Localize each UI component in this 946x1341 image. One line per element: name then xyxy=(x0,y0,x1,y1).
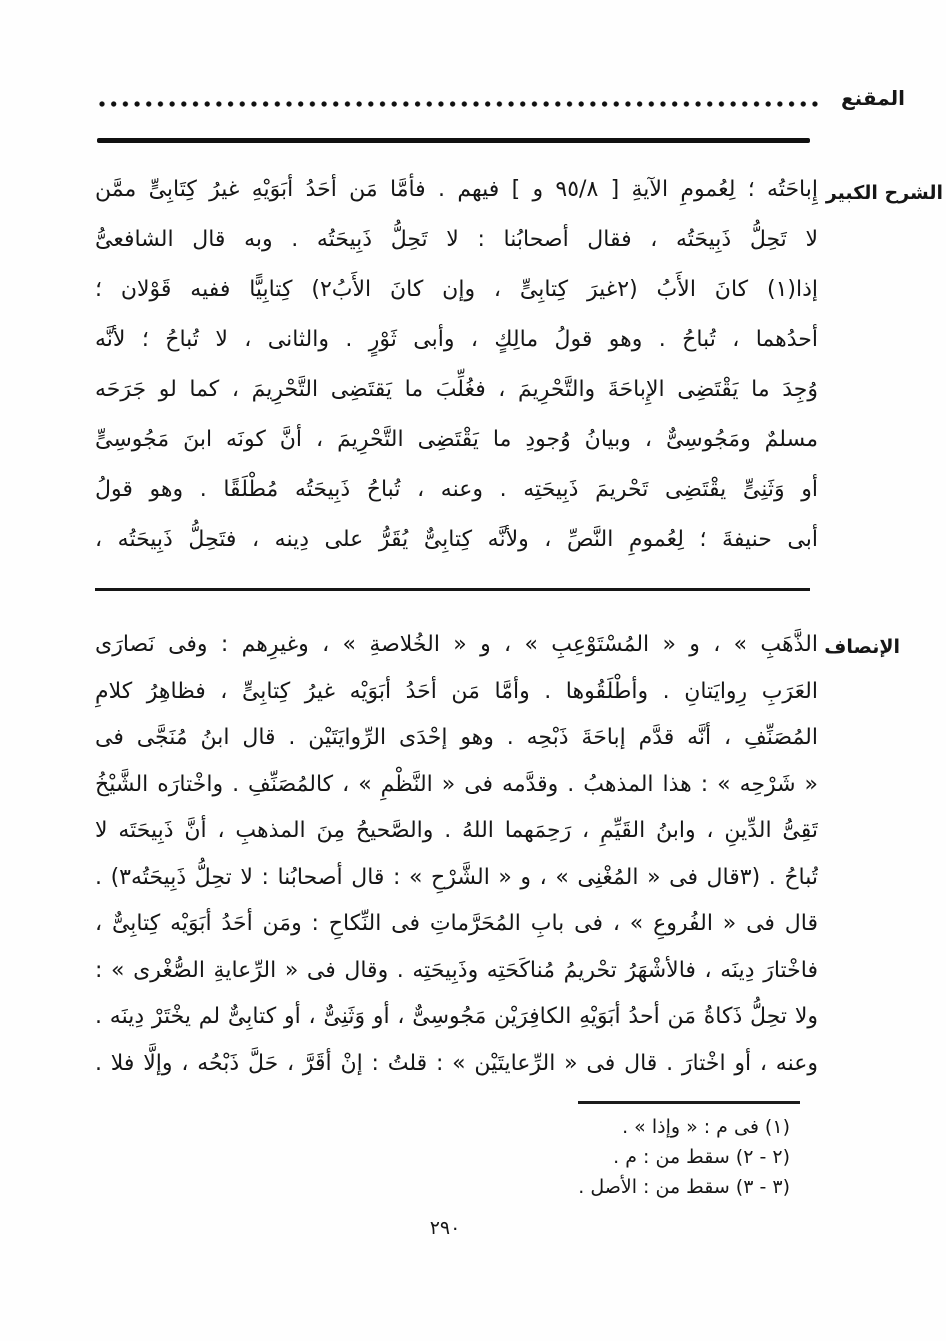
text-line: أبى حنيفةَ ؛ لِعُمومِ النَّصِّ ، ولأنَّه كِتابِىٌّ يُقَرُّ على دِينه ، فتَحِلُّ ذَبِيحَتُه ، xyxy=(95,527,818,552)
margin-label-sharh-kabir: الشرح الكبير xyxy=(825,182,943,204)
text-line: وعنه ، أو اخْتارَ . قال فى « الرِّعايتَيْن » : قلتُ : إنْ أقَرَّ ، حَلَّ ذَبْحُه ، وإلَّا فلا . xyxy=(95,1050,818,1076)
footnotes-block xyxy=(578,1112,790,1202)
text-line: لا تَحِلُّ ذَبِيحَتُه ، فقال أصحابُنا : لا تَحِلُّ ذَبِيحَتُه . وبه قال الشافعىُّ xyxy=(95,227,818,252)
text-line: ولا تحِلُّ ذَكاةُ مَن أحدُ أبَوَيْهِ الكافِرَيْن مَجُوسِىٌّ ، أو وَثَنِىٌّ ، أو كتابِىٌّ لم يخْتَرْ دِينَه . xyxy=(95,1004,818,1029)
footnote: (٢ - ٢) سقط من : م . xyxy=(613,1146,790,1168)
margin-label-muqni: المقنع xyxy=(841,86,905,110)
footnote: (٣ - ٣) سقط من : الأصل . xyxy=(578,1176,790,1198)
text-line: العَرَبِ رِوايَتانِ . وأطْلَقُوها . وأمَّا مَن أحَدُ أبَوَيْه غيرُ كِتابِىٍّ ، فظاهِرُ كلامِ xyxy=(95,678,818,704)
text-line: قال فى « الفُروعِ » ، فى بابِ المُحَرَّماتِ فى النِّكاحِ : ومَن أحَدُ أبَوَيْه كِتابِىٌّ ، xyxy=(95,911,818,936)
text-line: وُجِدَ ما يَقْتَضِى الإِباحَةَ والتَّحْرِيمَ ، فغُلِّبَ ما يَقتَضِى التَّحْرِيمَ ، كما لو جَرَحَه xyxy=(95,377,818,402)
header-rule xyxy=(97,138,810,143)
margin-label-insaf: الإنصاف xyxy=(824,636,900,658)
text-line: أحدُهما ، تُباحُ . وهو قولُ مالِكٍ ، وأبى ثَوْرٍ . والثانى ، لا تُباحُ ؛ لأنَّه xyxy=(95,327,818,352)
footnote: (١) فى م : « وإذا » . xyxy=(622,1116,790,1138)
text-line: إِباحَتُه ؛ لِعُمومِ الآيةِ [ ٩٥/٨ و ] فيهم . فأمَّا مَن أحَدُ أبَوَيْهِ غيرُ كِتَابِىٍّ ممَّن xyxy=(95,177,818,202)
text-line: تَقِىُّ الدِّينِ ، وابنُ القَيِّمِ ، رَحِمَهما اللهُ . والصَّحيحُ مِنَ المذهبِ ، أنَّ ذَبِيحَتَه لا xyxy=(95,818,818,843)
text-line: إذا(١) كانَ الأَبُ (٢غيرَ كِتابِىٍّ ، وإن كانَ الأَبُ٢) كِتابِيًّا ففيه قَوْلان ؛ xyxy=(95,277,818,302)
dotted-leader-line xyxy=(97,98,818,110)
text-line: المُصَنِّفِ ، أنَّه قدَّم إباحَةَ ذَبْحِه . وهو إحْدَى الرِّوايَتَيْن . قال ابنُ مُنَجَّى فى xyxy=(95,725,818,750)
section-divider-rule xyxy=(95,588,810,591)
section-sharh-kabir xyxy=(95,165,818,565)
section-insaf xyxy=(95,622,818,1087)
page-number: ٢٩٠ xyxy=(429,1217,461,1239)
text-line: « شَرْحِه » : هذا المذهبُ . وقدَّمه فى « النَّظْمِ » ، كالمُصَنِّفِ . واخْتارَه الشَّيْخُ xyxy=(95,771,818,797)
text-line: مسلمٌ ومَجُوسِىٌّ ، وبيانُ وُجودِ ما يَقْتَضِى التَّحْرِيمَ ، أنَّ كونَه ابنَ مَجُوسِىٍّ xyxy=(95,427,818,452)
text-line: الذَّهَبِ » ، و « المُسْتَوْعِبِ » ، و « الخُلاصةِ » ، وغيرِهم : وفى نَصارَى xyxy=(95,632,818,657)
text-line: أو وَثَنِىٍّ يقْتَضِى تَحْريمَ ذَبِيحَتِه . وعنه ، تُباحُ ذَبِيحَتُه مُطْلَقًا . وهو قولُ xyxy=(95,477,818,502)
text-line: فاخْتارَ دِينَه ، فالأشْهَرُ تحْريمُ مُناكَحَتِه وذَبِيحَتِه . وقال فى « الرِّعايةِ الصُّغْرى » : xyxy=(95,957,818,983)
text-line: تُباحُ . (٣قال فى « المُغْنِى » ، و « الشَّرْحِ » : قال أصحابُنا : لا تحِلُّ ذَبِيحَتُه٣) . xyxy=(95,864,818,890)
footnote-separator-rule xyxy=(578,1101,800,1104)
